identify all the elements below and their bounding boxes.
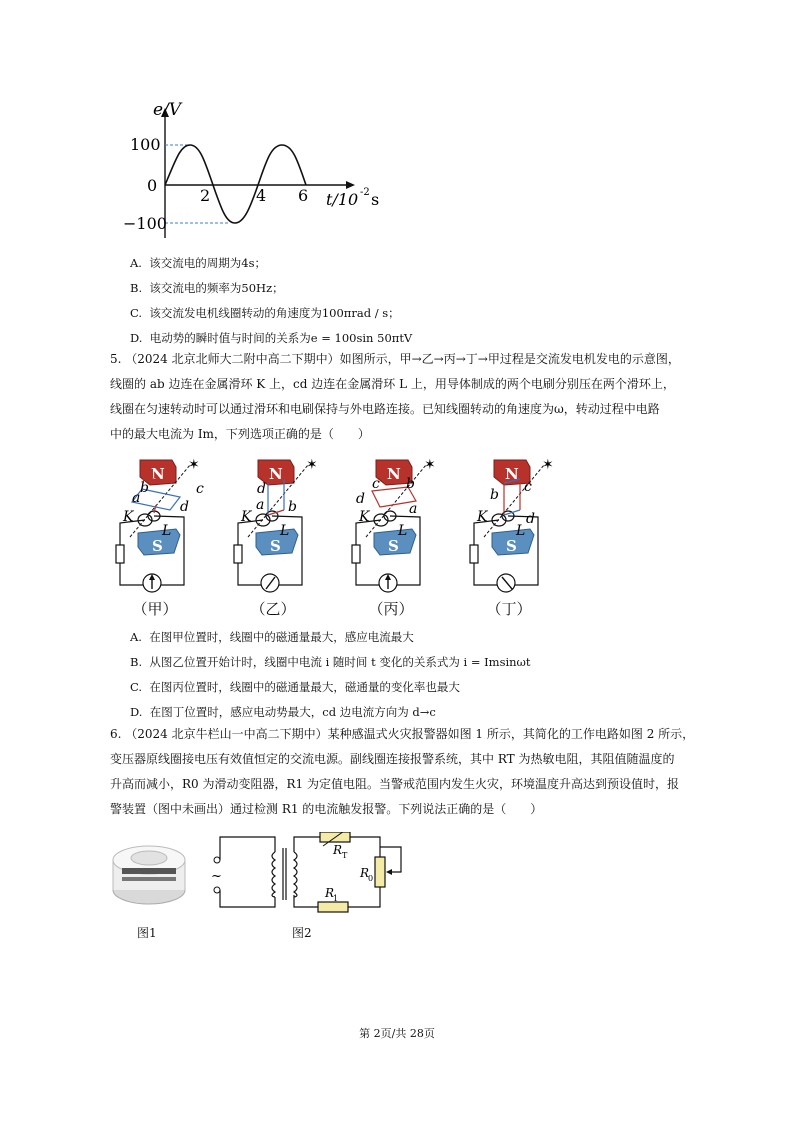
svg-text:✶: ✶ — [306, 457, 318, 473]
svg-text:✶: ✶ — [424, 457, 436, 473]
q5-stem-line1: 5. （2024 北京北师大二附中高二下期中）如图所示，甲→乙→丙→丁→甲过程是交流发电机发电的示意图， — [110, 352, 680, 366]
generator-diagrams — [110, 455, 560, 595]
r0-sub: 0 — [368, 874, 374, 883]
q5-option-c: C. 在图丙位置时，线圈中的磁通量最大，磁通量的变化率也最大 — [130, 680, 460, 694]
graph-ylabel: e/V — [153, 100, 182, 120]
r1-label: R — [325, 886, 335, 900]
page-footer: 第 2页/共 28页 — [359, 1027, 435, 1040]
svg-text:c: c — [372, 476, 380, 492]
graph-xlabel-unit: s — [371, 190, 380, 209]
svg-text:L: L — [398, 523, 408, 539]
svg-text:a: a — [132, 490, 141, 506]
q6-stem-line4: 警装置（图中未画出）通过检测 R1 的电流触发报警。下列说法正确的是（ ） — [110, 802, 543, 816]
q5-option-a: A. 在图甲位置时，线圈中的磁通量最大，感应电流最大 — [130, 630, 414, 644]
caption-yi: （乙） — [250, 600, 296, 618]
q4-option-c: C. 该交流发电机线圈转动的角速度为100πrad / s； — [130, 306, 400, 320]
svg-text:b: b — [140, 480, 149, 496]
fig2-caption: 图2 — [292, 926, 312, 940]
svg-text:L: L — [162, 523, 172, 539]
svg-text:~: ~ — [211, 869, 222, 884]
svg-text:K: K — [477, 509, 488, 525]
svg-text:c: c — [196, 481, 204, 497]
q6-stem-line2: 变压器原线圈接电压有效值恒定的交流电源。副线圈连接报警系统，其中 RT 为热敏电阻，其阻值随温度的 — [110, 752, 675, 766]
q5-option-b: B. 从图乙位置开始计时，线圈中电流 i 随时间 t 变化的关系式为 i = Imsinωt — [130, 655, 531, 669]
svg-text:K: K — [359, 509, 370, 525]
q4-option-a: A. 该交流电的周期为4s； — [130, 256, 266, 270]
svg-text:L: L — [280, 523, 290, 539]
svg-text:b: b — [406, 476, 415, 492]
xtick-4: 4 — [256, 186, 267, 205]
svg-text:K: K — [123, 509, 134, 525]
svg-text:c: c — [524, 479, 532, 495]
svg-text:d: d — [526, 511, 535, 527]
q6-stem-line1: 6. （2024 北京牛栏山一中高二下期中）某种感温式火灾报警器如图 1 所示，其简化的工作电路如图 2 所示， — [110, 727, 695, 741]
ytick-0: 0 — [147, 176, 158, 195]
q4-option-d: D. 电动势的瞬时值与时间的关系为e = 100sin 50πtV — [130, 331, 413, 345]
r1-sub: 1 — [333, 894, 339, 903]
fig1-caption: 图1 — [137, 926, 157, 940]
q5-option-d: D. 在图丁位置时，感应电动势最大，cd 边电流方向为 d→c — [130, 705, 436, 719]
ytick-neg100: −100 — [123, 214, 167, 233]
rt-sub: T — [342, 851, 348, 860]
r0-label: R — [360, 866, 370, 880]
svg-text:d: d — [257, 481, 266, 497]
ytick-100: 100 — [130, 135, 161, 154]
sine-curve — [165, 145, 309, 223]
svg-text:✶: ✶ — [542, 457, 554, 473]
q4-option-b: B. 该交流电的频率为50Hz； — [130, 281, 284, 295]
caption-bing: （丙） — [368, 600, 414, 618]
svg-text:✶: ✶ — [188, 457, 200, 473]
caption-jia: （甲） — [132, 600, 178, 618]
svg-text:K: K — [241, 509, 252, 525]
caption-ding: （丁） — [486, 600, 532, 618]
graph-xlabel-exp: -2 — [360, 187, 370, 198]
svg-text:d: d — [180, 499, 189, 515]
graph-xlabel: t/10 — [326, 190, 359, 209]
svg-text:a: a — [256, 497, 265, 513]
q6-stem-line3: 升高而减小，R0 为滑动变阻器，R1 为定值电阻。当警戒范围内发生火灾，环境温度升高达到预设值时，报 — [110, 777, 679, 791]
svg-text:b: b — [490, 487, 499, 503]
xtick-2: 2 — [200, 186, 211, 205]
svg-text:d: d — [356, 491, 365, 507]
rt-label: R — [333, 843, 343, 857]
smoke-detector-image — [108, 832, 190, 914]
emf-time-graph — [120, 100, 390, 240]
q5-stem-line3: 线圈在匀速转动时可以通过滑环和电刷保持与外电路连接。已知线圈转动的角速度为ω，转动过程中电路 — [110, 402, 660, 416]
xtick-6: 6 — [298, 186, 309, 205]
alarm-circuit — [205, 832, 415, 917]
q5-stem-line2: 线圈的 ab 边连在金属滑环 K 上，cd 边连在金属滑环 L 上，用导体制成的两个电刷分别压在两个滑环上， — [110, 377, 675, 391]
svg-text:L: L — [516, 523, 526, 539]
q5-stem-line4: 中的最大电流为 Im，下列选项正确的是（ ） — [110, 427, 370, 441]
svg-text:a: a — [409, 501, 418, 517]
svg-text:b: b — [288, 499, 297, 515]
